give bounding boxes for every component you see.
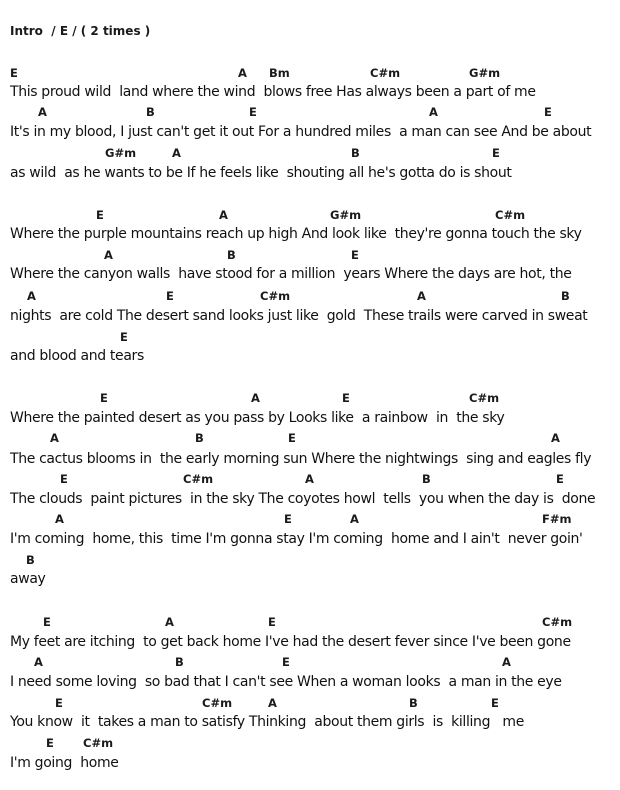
- chord-label: E: [60, 472, 68, 486]
- chord-label: A: [502, 655, 511, 669]
- chord-label: B: [422, 472, 431, 486]
- chord-label: C#m: [260, 289, 291, 303]
- chord-label: C#m: [542, 615, 573, 629]
- chord-label: G#m: [105, 146, 137, 160]
- chord-label: A: [38, 105, 47, 119]
- chord-label: E: [96, 208, 104, 222]
- chord-label: E: [288, 431, 296, 445]
- chord-label: B: [409, 696, 418, 710]
- chord-label: E: [491, 696, 499, 710]
- chord-label: E: [166, 289, 174, 303]
- chord-label: B: [146, 105, 155, 119]
- chord-label: G#m: [330, 208, 362, 222]
- chord-label: E: [492, 146, 500, 160]
- chord-label: A: [219, 208, 228, 222]
- chord-label: B: [351, 146, 360, 160]
- chord-label: C#m: [495, 208, 526, 222]
- chord-label: A: [34, 655, 43, 669]
- chord-label: C#m: [370, 66, 401, 80]
- lyric-line: It's in my blood, I just can't get it out For a hundred miles a man can see And be about: [10, 124, 592, 140]
- chord-label: E: [43, 615, 51, 629]
- chord-label: E: [284, 512, 292, 526]
- chord-label: B: [561, 289, 570, 303]
- chord-label: C#m: [469, 391, 500, 405]
- chord-label: A: [50, 431, 59, 445]
- chord-label: A: [165, 615, 174, 629]
- chord-label: A: [417, 289, 426, 303]
- lyric-line: The cactus blooms in the early morning sun Where the nightwings sing and eagles fly: [10, 451, 592, 467]
- lyric-line: The clouds paint pictures in the sky The coyotes howl tells you when the day is done: [10, 491, 596, 507]
- lyric-line: This proud wild land where the wind blows free Has always been a part of me: [10, 84, 536, 100]
- lyric-line: Where the painted desert as you pass by Looks like a rainbow in the sky: [10, 410, 505, 426]
- chord-label: A: [251, 391, 260, 405]
- chord-label: A: [55, 512, 64, 526]
- chord-label: E: [55, 696, 63, 710]
- chord-label: E: [544, 105, 552, 119]
- lyric-line: nights are cold The desert sand looks just like gold These trails were carved in sweat: [10, 308, 588, 324]
- lyric-line: Where the purple mountains reach up high And look like they're gonna touch the sky: [10, 226, 582, 242]
- chord-label: G#m: [469, 66, 501, 80]
- lyric-line: Where the canyon walls have stood for a million years Where the days are hot, the: [10, 266, 572, 282]
- chord-label: E: [120, 330, 128, 344]
- chord-label: E: [351, 248, 359, 262]
- chord-label: E: [556, 472, 564, 486]
- chord-label: A: [268, 696, 277, 710]
- chord-label: A: [238, 66, 247, 80]
- lyric-line: My feet are itching to get back home I've had the desert fever since I've been gone: [10, 634, 571, 650]
- chord-label: A: [551, 431, 560, 445]
- chord-label: B: [175, 655, 184, 669]
- chord-label: A: [429, 105, 438, 119]
- intro-line: Intro / E / ( 2 times ): [10, 24, 151, 38]
- chord-label: Bm: [269, 66, 290, 80]
- chord-label: C#m: [202, 696, 233, 710]
- lyric-line: as wild as he wants to be If he feels like shouting all he's gotta do is shout: [10, 165, 512, 181]
- chord-label: B: [26, 553, 35, 567]
- chord-label: E: [46, 736, 54, 750]
- lyric-line: I need some loving so bad that I can't see When a woman looks a man in the eye: [10, 674, 562, 690]
- chord-label: A: [172, 146, 181, 160]
- chord-label: E: [249, 105, 257, 119]
- chord-label: B: [227, 248, 236, 262]
- chord-label: E: [268, 615, 276, 629]
- lyric-line: You know it takes a man to satisfy Thinking about them girls is killing me: [10, 714, 524, 730]
- chord-label: A: [350, 512, 359, 526]
- chord-label: A: [104, 248, 113, 262]
- chord-label: E: [10, 66, 18, 80]
- lyric-line: I'm coming home, this time I'm gonna stay I'm coming home and I ain't never goin': [10, 531, 583, 547]
- chord-label: C#m: [183, 472, 214, 486]
- chord-label: E: [342, 391, 350, 405]
- chord-label: A: [305, 472, 314, 486]
- lyric-line: away: [10, 571, 46, 587]
- chord-label: A: [27, 289, 36, 303]
- lyric-line: and blood and tears: [10, 348, 144, 364]
- chord-label: F#m: [542, 512, 572, 526]
- chord-label: E: [282, 655, 290, 669]
- chord-label: B: [195, 431, 204, 445]
- chord-label: E: [100, 391, 108, 405]
- chord-label: C#m: [83, 736, 114, 750]
- lyric-line: I'm going home: [10, 755, 119, 771]
